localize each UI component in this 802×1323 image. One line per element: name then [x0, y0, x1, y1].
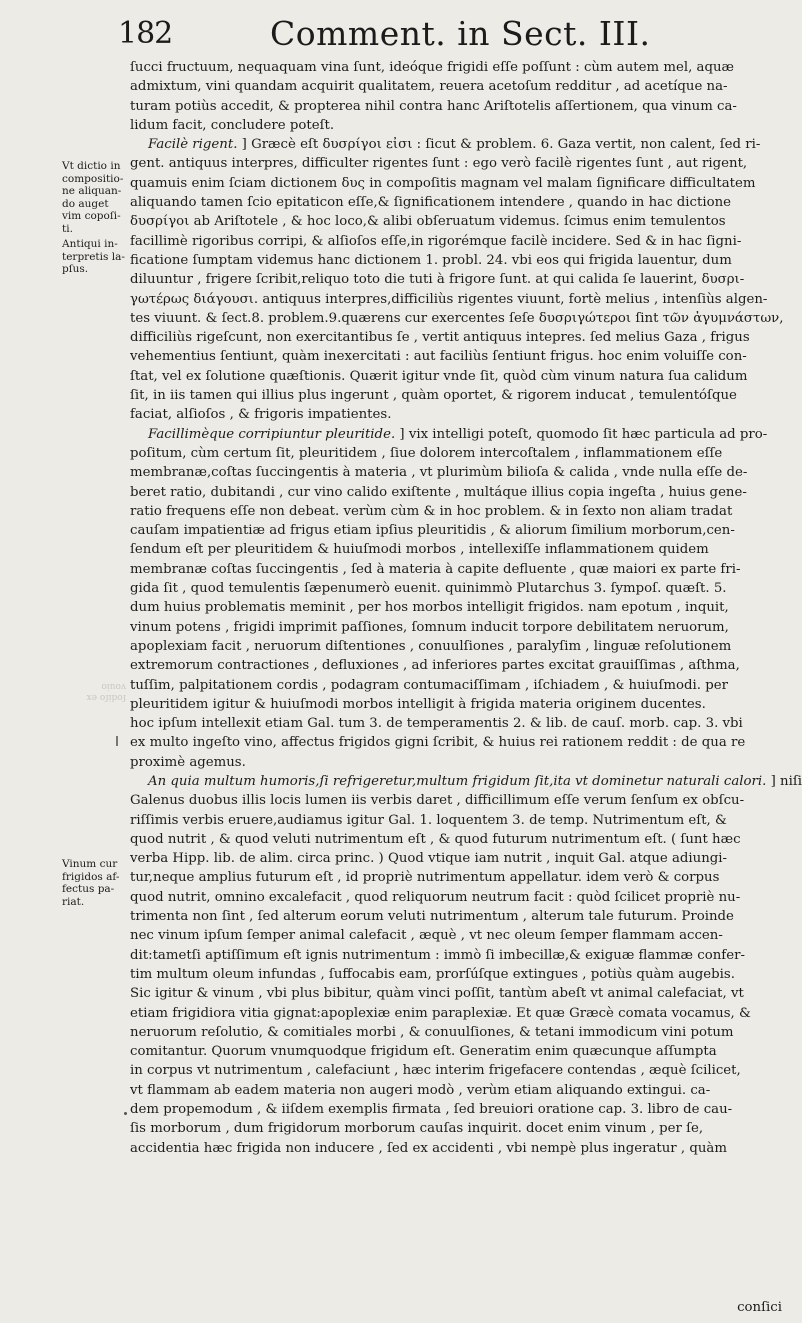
- text-line: membranæ coſtas ſuccingentis , ſed à materia à capite defluente , quæ maiori ex parte fri-: [130, 561, 741, 577]
- text-line: faciat, alſioſos , & frigoris impatientes.: [130, 407, 392, 423]
- margin-note-line: Vinum cur: [62, 858, 118, 870]
- text-line: quamuis enim ſciam dictionem δυς in compoſitis magnam vel malam ſignificare difficultatem: [130, 175, 756, 191]
- text-line: neruorum reſolutio, & comitiales morbi , & conuulſiones, & tetani immodicum vini potum: [130, 1024, 734, 1040]
- lemma: An quia multum humoris,ſi refrigeretur,multum frigidum ſit,ita vt dominetur naturali calori.: [148, 773, 767, 789]
- text-line: vt flammam ab eadem materia non augeri modò , verùm etiam aliquando extingui. ca-: [130, 1082, 711, 1098]
- text-line: ſucci fructuum, nequaquam vina ſunt, ideóque frigidi eſſe poſſunt : cùm autem mel, aquæ: [130, 60, 735, 75]
- text-line: facillimè rigoribus corripi, & alſioſos eſſe,in rigorémque facilè incidere. Sed & in hac ſigni-: [130, 233, 742, 249]
- text-line: tim multum oleum infundas , ſuffocabis eam, prorſúſque extingues , potiùs quàm augebis.: [130, 966, 735, 982]
- text-line: verba Hipp. lib. de alim. circa princ. ) Quod vtique iam nutrit , inquit Gal. atque adiungi-: [130, 851, 728, 867]
- lemma: Facilè rigent.: [148, 137, 238, 153]
- margin-note-line: ne aliquan-: [62, 185, 122, 198]
- text-line: in corpus vt nutrimentum , calefaciunt , hæc interim frigefacere contendas , æquè ſcilicet,: [130, 1063, 741, 1079]
- text-line: tur,neque amplius futurum eſt , id propriè nutrimentum appellatur. idem verò & corpus: [130, 870, 720, 886]
- text-line: turam potiùs accedit, & propterea nihil contra hanc Ariſtotelis aſſertionem, qua vinum ca-: [130, 98, 737, 114]
- text-line: vehementius ſentiunt, quàm inexercitati : aut faciliùs ſentiunt frigus. hoc enim voluiſſe con-: [130, 349, 747, 365]
- margin-note-line: vim copoſi-: [62, 210, 121, 223]
- text-line: dem propemodum , & iiſdem exemplis firmata , ſed breuiori oratione cap. 3. libro de cau-: [130, 1102, 733, 1118]
- text-line: vinum potens , frigidi imprimit paſſiones, ſomnum inducit torpore debilitatem neruorum,: [130, 619, 729, 635]
- text-line: riſſimis verbis eruere,audiamus igitur Gal. 1. loquentem 3. de temp. Nutrimentum eſt, &: [130, 812, 727, 828]
- margin-note: [62, 160, 128, 236]
- margin-note-line: pſus.: [62, 263, 89, 276]
- page-header: [118, 14, 780, 54]
- text-line: An quia multum humoris,ſi refrigeretur,multum frigidum ſit,ita vt dominetur naturali calori. ] niſi: [148, 773, 802, 789]
- margin-note-line: riat.: [62, 895, 85, 908]
- text-line: ficatione ſumptam videmus hanc dictionem 1. probl. 24. vbi eos qui frigida lauentur, dum: [130, 252, 732, 268]
- text-line: extremorum contractiones , defluxiones , ad inferiores partes excitat grauiſſimas , aſthma,: [130, 658, 740, 674]
- lemma: Facillimèque corripiuntur pleuritide.: [148, 426, 396, 442]
- text-line: tes viuunt. & ſect.8. problem.9.quærens cur exercentes ſeſe δυσριγώτεροι ſint τῶν ἀγυμνάστων,: [130, 310, 784, 326]
- text-line: ſis morborum , dum frigidorum morborum cauſas inquirit. docet enim vinum , per ſe,: [130, 1121, 704, 1137]
- text-line: ſendum eſt per pleuritidem & huiuſmodi morbos , intellexiſſe inflammationem quidem: [130, 542, 709, 558]
- text-line: lidum facit, concludere poteſt.: [130, 117, 335, 133]
- text-line: γωτέρως διάγουσι. antiquus interpres,difficiliùs rigentes viuunt, fortè melius , intenſiùs algen-: [130, 291, 768, 307]
- text-line: ſtat, vel ex ſolutione quæſtionis. Quærit igitur vnde ſit, quòd cùm vinum natura ſua calidum: [130, 368, 748, 384]
- running-title: Comment. in Sect. III.: [270, 14, 651, 53]
- text-line: δυσρίγοι ab Ariſtotele , & hoc loco,& alibi obſeruatum videmus. ſcimus enim temulentos: [130, 214, 726, 230]
- text-line: nec vinum ipſum ſemper animal calefacit , æquè , vt nec oleum ſemper flammam accen-: [130, 928, 723, 944]
- text-line: proximè agemus.: [130, 754, 246, 770]
- text-line: Facilè rigent. ] Græcè eſt δυσρίγοι εἰσι : ſicut & problem. 6. Gaza vertit, non calent, ſed ri-: [148, 137, 761, 153]
- text-line: trimenta non ſint , ſed alterum eorum veluti nutrimentum , alterum tale futurum. Proinde: [130, 909, 734, 925]
- text-line: tuſſim, palpitationem cordis , podagram contumaciſſimam , iſchiadem , & huiuſmodi. per: [130, 677, 728, 693]
- page-number: 182: [118, 16, 173, 51]
- margin-note-line: fectus pa-: [62, 883, 115, 896]
- text-line: dit:tametſi aptiſſimum eſt ignis nutrimentum : immò ſi imbecillæ,& exiguæ flammæ confer-: [130, 947, 745, 963]
- text-line: poſitum, cùm certum ſit, pleuritidem , ſiue dolorem intercoſtalem , inflammationem eſſe: [130, 445, 723, 461]
- margin-note-line: terpretis la-: [62, 250, 125, 263]
- text-line: diluuntur , frigere ſcribit,reliquo toto die tuti à frigore ſunt. at qui calida ſe lauerint, δυσρι-: [130, 272, 745, 288]
- margin-note: [62, 858, 128, 908]
- text-line: hoc ipſum intellexit etiam Gal. tum 3. de temperamentis 2. & lib. de cauſ. morb. cap. 3. vbi: [130, 716, 743, 732]
- catchword: conſici: [737, 1300, 782, 1315]
- text-line: ſit, in iis tamen qui illius plus ingerunt , quàm oportet, & rigorem inducat , temulentóſque: [130, 388, 737, 404]
- text-line: ex multo ingeſto vino, affectus frigidos gigni ſcribit, & huius rei rationem reddit : de qua re: [130, 735, 746, 751]
- text-line: gida ſit , quod temulentis ſæpenumerò euenit. quinimmò Plutarchus 3. ſympoſ. quæſt. 5.: [130, 581, 727, 597]
- text-line: apoplexiam facit , neruorum diſtentiones , conuulſiones , paralyſim , linguæ reſolutionem: [130, 638, 732, 654]
- body-text: [130, 58, 802, 1158]
- text-line: quod nutrit , & quod veluti nutrimentum eſt , & quod futurum nutrimentum eſt. ( ſunt hæc: [130, 831, 741, 847]
- text-line: ratio frequens eſſe non debeat. verùm cùm & in hoc problem. & in ſexto non aliam tradat: [130, 503, 733, 519]
- text-line: comitantur. Quorum vnumquodque frigidum eſt. Generatim enim quæcunque aſſumpta: [130, 1044, 717, 1060]
- margin-note-line: ti.: [62, 222, 73, 235]
- text-line: Facillimèque corripiuntur pleuritide. ] vix intelligi poteſt, quomodo ſit hæc particula ad pro-: [148, 426, 768, 442]
- text-line: etiam frigidiora vitia gignat:apoplexiæ enim paraplexiæ. Et quæ Græcè comata vocamus, &: [130, 1005, 751, 1021]
- text-line: difficiliùs rigeſcunt, non exercitantibus ſe , vertit antiquus intepres. ſed melius Gaza , frigus: [130, 330, 750, 346]
- ink-mark: [124, 1112, 127, 1115]
- text-line: admixtum, vini quandam acquirit qualitatem, reuera acetoſum redditur , ad acetíque na-: [130, 79, 728, 95]
- margin-note-line: Antiqui in-: [62, 238, 118, 250]
- text-line: Sic igitur & vinum , vbi plus bibitur, quàm vinci poſſit, tantùm abeſt vt animal calefaciat, vt: [130, 986, 744, 1002]
- text-line: quod nutrit, omnino excalefacit , quod reliquorum neutrum facit : quòd ſcilicet propriè nu-: [130, 889, 741, 905]
- bleed-through-stain: ſodiſo ex vouio: [86, 681, 126, 702]
- margin-note-line: Vt dictio in: [62, 160, 121, 172]
- margin-note-line: frigidos af-: [62, 870, 120, 883]
- text-line: cauſam impatientiæ ad frigus etiam ipſius pleuritidis , & aliorum ſimilium morborum,cen-: [130, 523, 735, 539]
- text-line: Galenus duobus illis locis lumen iis verbis daret , difficillimum eſſe verum ſenſum ex obſcu-: [130, 793, 745, 809]
- text-line: accidentia hæc frigida non inducere , ſed ex accidenti , vbi nempè plus ingeratur , quàm: [130, 1140, 727, 1156]
- text-line: pleuritidem igitur & huiuſmodi morbos intelligit à frigida materia originem ducentes.: [130, 696, 706, 712]
- text-line: aliquando tamen ſcio epitaticon eſſe,& ſignificationem intendere , quando in hac dictione: [130, 195, 732, 211]
- text-line: membranæ,coſtas ſuccingentis à materia , vt plurimùm bilioſa & calida , vnde nulla eſſe de-: [130, 465, 748, 481]
- text-line: beret ratio, dubitandi , cur vino calido exiſtente , multáque illius copia ingeſta , huius gene-: [130, 484, 747, 500]
- margin-note-line: compositio-: [62, 172, 124, 185]
- ink-mark: [116, 736, 118, 746]
- margin-note-line: do auget: [62, 197, 109, 210]
- text-line: gent. antiquus interpres, difficulter rigentes ſunt : ego verò facilè rigentes ſunt , aut rigent,: [130, 156, 748, 172]
- text-line: dum huius problematis meminit , per hos morbos intelligit frigidos. nam epotum , inquit,: [130, 600, 729, 616]
- margin-note: [62, 238, 128, 276]
